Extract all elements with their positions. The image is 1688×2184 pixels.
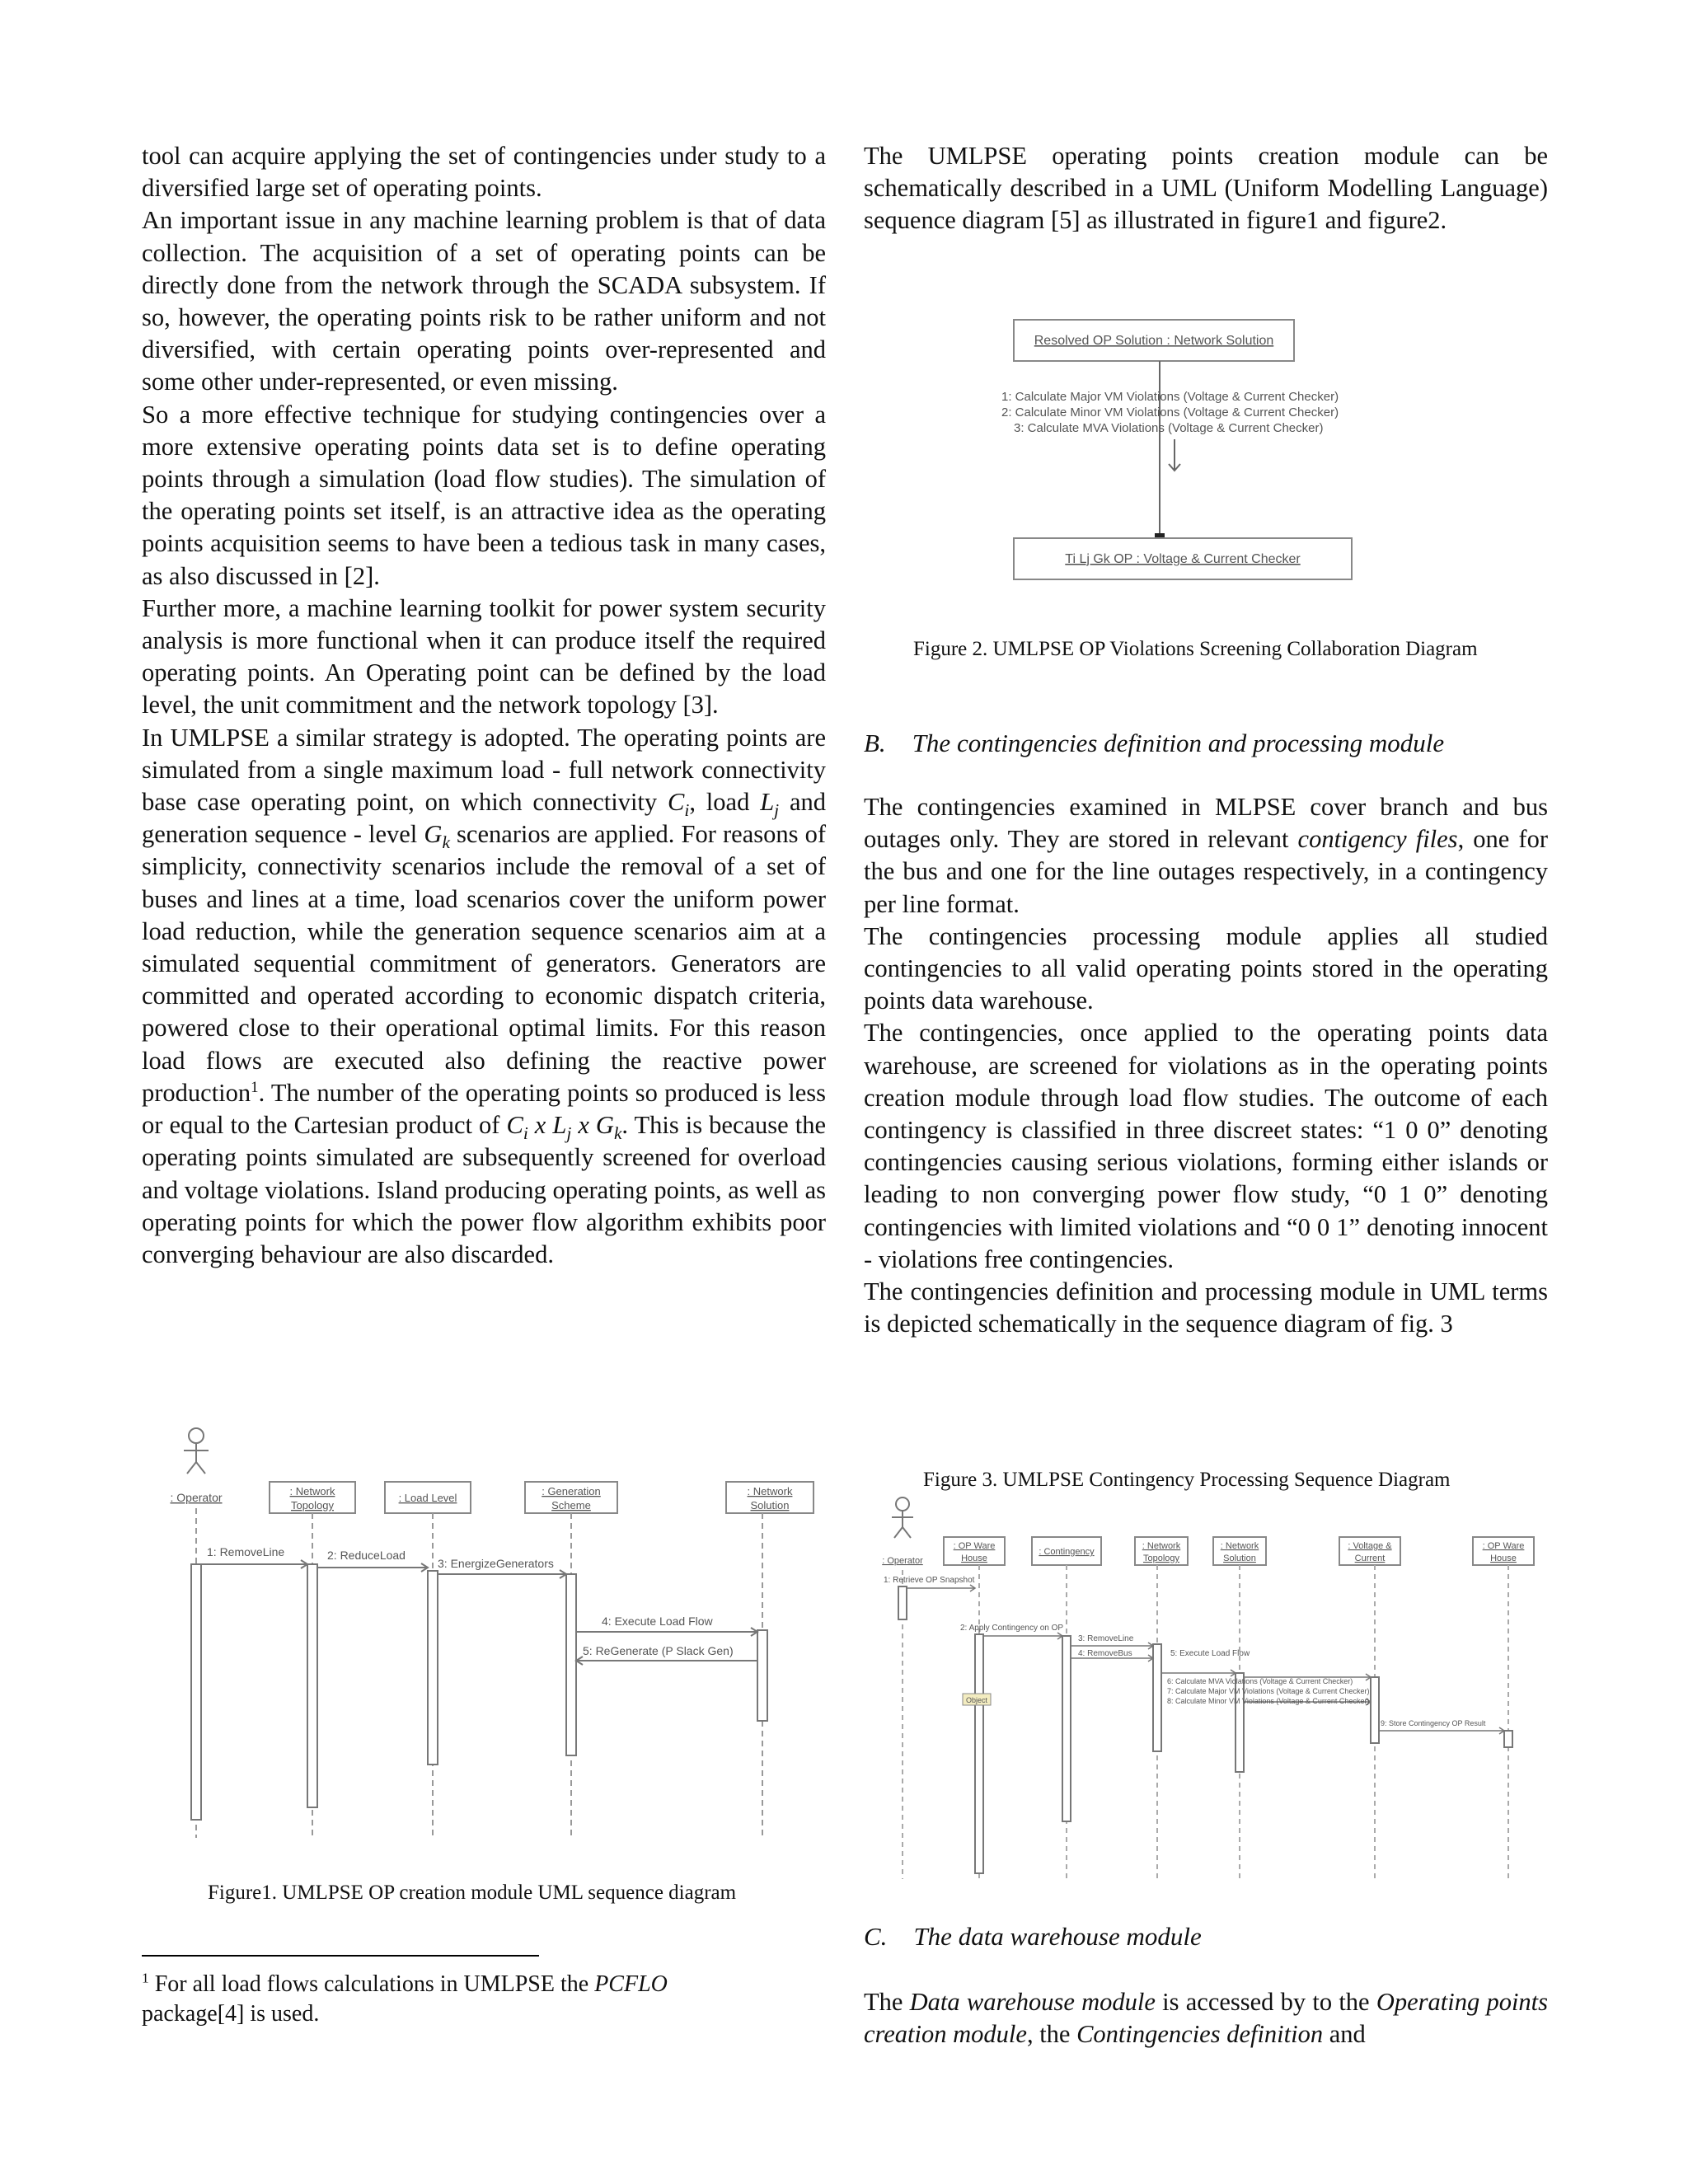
- fig3-object-2-line1: : Contingency: [1039, 1547, 1095, 1557]
- fig3-object-6-line1: : OP Ware: [1482, 1541, 1525, 1551]
- fig1-object-2-line1: : Load Level: [398, 1492, 457, 1504]
- paragraph-2: An important issue in any machine learning problem is that of data collection. The acquisition of a set of operating points can be directly done from the network through the SCADA subsystem. If so, however, the operating points risk to be rather uniform and not diversified, with certain operating points over-represented and some other under-represented, or even missing.: [142, 206, 826, 396]
- fig3-message-8: 8: Calculate Minor VM Violations (Voltage & Current Checker): [1167, 1697, 1370, 1705]
- figure-2-caption: Figure 2. UMLPSE OP Violations Screening Collaboration Diagram: [913, 638, 1478, 660]
- fig3-message-5: 5: Execute Load Flow: [1170, 1649, 1250, 1658]
- figure-2-collaboration-diagram: [977, 316, 1438, 588]
- fig1-object-4-line2: Solution: [750, 1499, 790, 1511]
- fig3-message-7: 7: Calculate Major VM Violations (Voltage & Current Checker): [1167, 1687, 1370, 1695]
- fig1-object-1-line2: Topology: [290, 1499, 335, 1511]
- section-b-paragraph-2: The contingencies processing module applies all studied contingencies to all valid operating points stored in the operating points data warehouse.: [864, 921, 1548, 1015]
- fig3-object-3-line2: Topology: [1142, 1554, 1180, 1563]
- fig3-object-3-line1: : Network: [1142, 1541, 1181, 1551]
- operator-actor-icon: [184, 1428, 209, 1474]
- fig3-message-9: 9: Store Contingency OP Result: [1381, 1719, 1486, 1727]
- right-column-section-b: [864, 791, 1548, 1340]
- fig3-object-1-line2: House: [961, 1554, 987, 1563]
- fig1-object-1-line1: : Network: [289, 1485, 335, 1497]
- fig1-message-2: 2: ReduceLoad: [327, 1549, 406, 1562]
- fig2-bottom-object: Ti Lj Gk OP : Voltage & Current Checker: [1065, 552, 1301, 566]
- operator-actor-icon: [892, 1497, 913, 1538]
- fig2-top-object: Resolved OP Solution : Network Solution: [1034, 334, 1274, 348]
- down-arrow-icon: [1169, 439, 1180, 471]
- left-column: [142, 140, 826, 1271]
- section-c-heading: C. The data warehouse module: [864, 1922, 1202, 1951]
- fig3-object-4-line1: : Network: [1220, 1541, 1259, 1551]
- fig3-object-6-line2: House: [1490, 1554, 1517, 1563]
- section-b-heading: B. The contingencies definition and processing module: [864, 729, 1445, 757]
- fig2-message-2: 2: Calculate Minor VM Violations (Voltage & Current Checker): [1001, 405, 1339, 419]
- fig3-note: Object: [965, 1696, 988, 1704]
- footnote-reference: 1: [251, 1078, 259, 1096]
- figure-3-sequence-diagram: [874, 1496, 1558, 1879]
- fig3-message-6: 6: Calculate MVA Violations (Voltage & Current Checker): [1167, 1677, 1353, 1685]
- section-c-paragraph-1: The Data warehouse module is accessed by to the Operating points creation module, the Contingencies definition and: [864, 1988, 1549, 2049]
- footnote: $^1$ For all load flows calculations in UMLPSE the PCFLO package[4] is used.: [142, 1970, 668, 2027]
- figure-1-caption: Figure1. UMLPSE OP creation module UML sequence diagram: [208, 1882, 737, 1904]
- paragraph-1: tool can acquire applying the set of contingencies under study to a diversified large set of operating points.: [142, 142, 826, 203]
- fig3-object-5-line2: Current: [1354, 1554, 1386, 1563]
- fig1-message-1: 1: RemoveLine: [207, 1545, 285, 1558]
- fig1-actor-label: : Operator: [170, 1491, 223, 1504]
- fig1-message-4: 4: Execute Load Flow: [602, 1615, 713, 1628]
- fig3-actor-label: : Operator: [882, 1556, 923, 1566]
- paragraph-3: So a more effective technique for studying contingencies over a more extensive operating points data set is to define operating points through a simulation (load flow studies). The simulation of the operating points set itself, is an attractive idea as the operating points acquisition seems to have been a tedious task in many cases, as also discussed in [2].: [142, 400, 826, 590]
- fig1-object-3-line2: Scheme: [551, 1499, 591, 1511]
- figure-3-caption: Figure 3. UMLPSE Contingency Processing Sequence Diagram: [923, 1469, 1451, 1491]
- section-b-paragraph-3: The contingencies, once applied to the operating points data warehouse, are screened for violations as in the operating points creation module through load flow studies. The outcome of each contingency is classified in three discreet states: “1 0 0” denoting contingencies causing serious violations, forming either islands or leading to non converging power flow study, “0 1 0” denoting contingencies with limited violations and “0 0 1” denoting innocent - violations free contingencies.: [864, 1019, 1548, 1273]
- figure-1-sequence-diagram: [152, 1426, 828, 1838]
- fig3-object-1-line1: : OP Ware: [953, 1541, 996, 1551]
- paragraph-4: Further more, a machine learning toolkit for power system security analysis is more functional when it can produce itself the required operating points. An Operating point can be defined by the load level, the unit commitment and the network topology [3].: [142, 593, 826, 719]
- fig3-message-2: 2: Apply Contingency on OP: [960, 1624, 1064, 1633]
- footnote-divider: [142, 1955, 539, 1957]
- right-column-intro: [864, 140, 1548, 237]
- section-b-paragraph-4: The contingencies definition and processing module in UML terms is depicted schematically in the sequence diagram of fig. 3: [864, 1277, 1548, 1338]
- fig3-object-4-line2: Solution: [1223, 1554, 1256, 1563]
- right-column-section-c: [864, 1986, 1548, 2050]
- intro-paragraph: The UMLPSE operating points creation module can be schematically described in a UML (Uniform Modelling Language) sequence diagram [5] as illustrated in figure1 and figure2.: [864, 142, 1548, 235]
- fig1-message-5: 5: ReGenerate (P Slack Gen): [583, 1644, 734, 1657]
- fig3-message-3: 3: RemoveLine: [1078, 1634, 1134, 1643]
- section-b-paragraph-1: The contingencies examined in MLPSE cover branch and bus outages only. They are stored in relevant contigency files, one for the bus and one for the line outages respectively, in a contingency per line format.: [864, 793, 1548, 918]
- fig1-object-4-line1: : Network: [747, 1485, 793, 1497]
- fig1-object-3-line1: : Generation: [542, 1485, 601, 1497]
- fig3-object-5-line1: : Voltage &: [1348, 1541, 1392, 1551]
- fig3-message-4: 4: RemoveBus: [1078, 1649, 1132, 1658]
- fig2-message-3: 3: Calculate MVA Violations (Voltage & Current Checker): [1014, 421, 1324, 435]
- paragraph-5: In UMLPSE a similar strategy is adopted. The operating points are simulated from a single maximum load - full network connectivity base case operating point, on which connectivity $C_i$, load $L_j$ and generation sequence - level $G_k$ scenarios are applied. For reasons of simplicity, connectivity scenarios include the removal of a set of buses and lines at a time, load scenarios cover the uniform power load reduction, while the generation sequence scenarios aim at a simulated sequential commitment of generators. Generators are committed and operated according to economic dispatch criteria, powered close to their operational optimal limits. For this reason load flows are executed also defining the reactive power production$^1$. The number of the operating points so produced is less or equal to the Cartesian product of $C_i$ x $L_j$ x $G_k$. This is because the operating points simulated are subsequently screened for overload and voltage violations. Island producing operating points, as well as operating points for which the power flow algorithm exhibits poor converging behaviour are also discarded.: [142, 723, 827, 1268]
- fig2-message-1: 1: Calculate Major VM Violations (Voltage & Current Checker): [1001, 390, 1339, 404]
- fig1-message-3: 3: EnergizeGenerators: [438, 1557, 554, 1570]
- fig3-message-1: 1: Retrieve OP Snapshot: [884, 1576, 975, 1585]
